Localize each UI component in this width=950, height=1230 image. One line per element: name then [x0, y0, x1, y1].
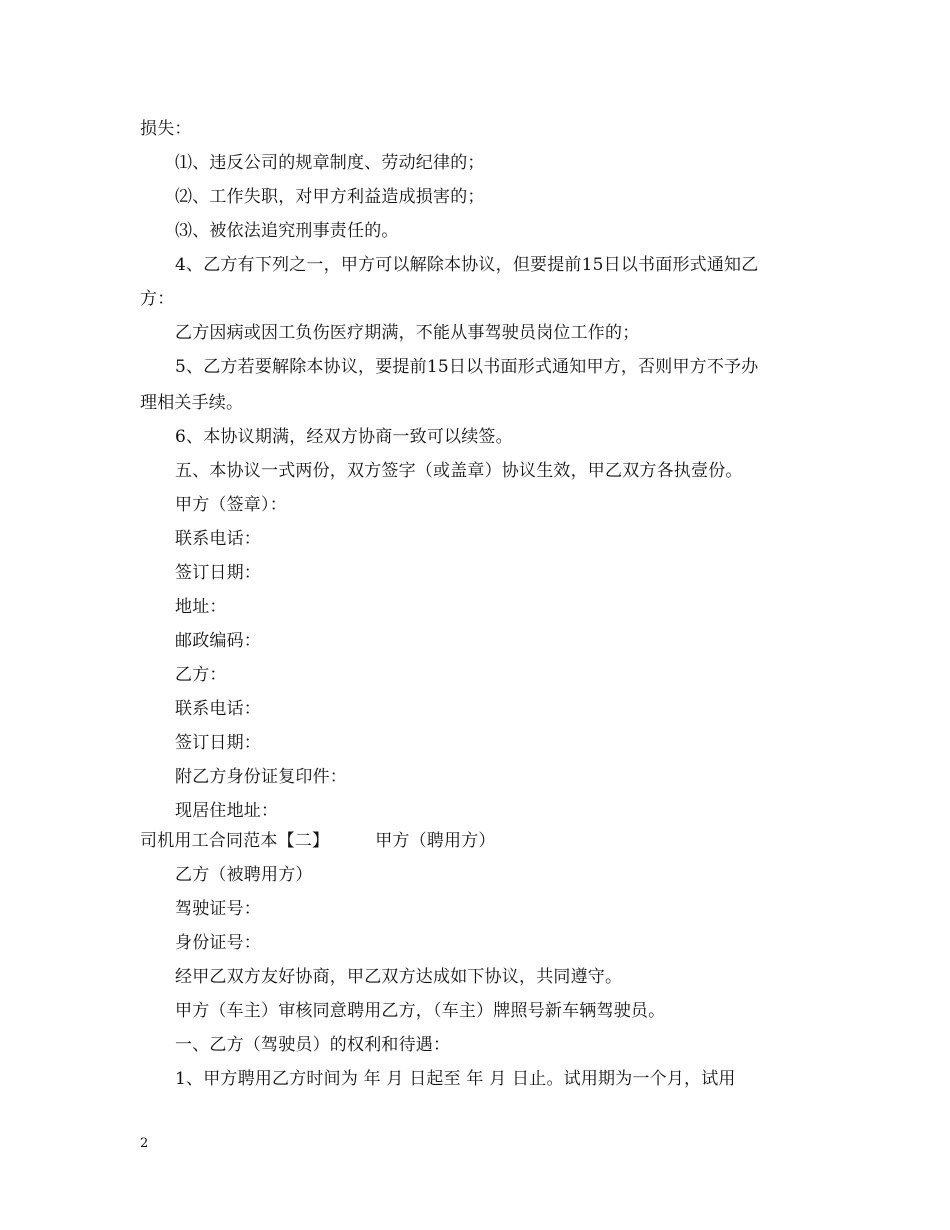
text-line: 5、乙方若要解除本协议，要提前15日以书面形式通知甲方，否则甲方不予办: [175, 357, 759, 377]
text-line: 五、本协议一式两份，双方签字（或盖章）协议生效，甲乙双方各执壹份。: [175, 461, 743, 481]
text-line: 经甲乙双方友好协商，甲乙双方达成如下协议，共同遵守。: [175, 967, 623, 987]
text-line: ⑴、违反公司的规章制度、劳动纪律的；: [175, 153, 485, 173]
text-line: 4、乙方有下列之一，甲方可以解除本协议，但要提前15日以书面形式通知乙: [175, 255, 759, 275]
text-line: 一、乙方（驾驶员）的权利和待遇：: [175, 1035, 451, 1055]
text-line: 联系电话：: [175, 529, 261, 549]
text-line: 地址：: [175, 597, 227, 617]
text-line: 乙方因病或因工负伤医疗期满，不能从事驾驶员岗位工作的；: [175, 323, 640, 343]
text-line: 甲方（车主）审核同意聘用乙方，（车主）牌照号新车辆驾驶员。: [175, 1001, 666, 1021]
section-title: 司机用工合同范本【二】: [140, 831, 330, 851]
section-heading: [140, 830, 820, 852]
section-party-a: 甲方（聘用方）: [375, 831, 496, 851]
text-line: 签订日期：: [175, 733, 261, 753]
text-line: 6、本协议期满，经双方协商一致可以续签。: [175, 427, 513, 447]
text-line: 附乙方身份证复印件：: [175, 767, 347, 787]
text-line: 乙方：: [175, 665, 227, 685]
text-line: 驾驶证号：: [175, 899, 261, 919]
text-line: 现居住地址：: [175, 801, 279, 821]
text-line: 甲方（签章）：: [175, 495, 287, 515]
text-line: ⑶、被依法追究刑事责任的。: [175, 221, 399, 241]
page-number: 2: [140, 1136, 149, 1151]
text-line: 联系电话：: [175, 699, 261, 719]
text-line: 理相关手续。: [140, 393, 244, 413]
text-line: ⑵、工作失职，对甲方利益造成损害的；: [175, 187, 485, 207]
text-line: 1、甲方聘用乙方时间为 年 月 日起至 年 月 日止。试用期为一个月，试用: [175, 1069, 736, 1089]
text-line: 邮政编码：: [175, 631, 261, 651]
text-line: 损失：: [140, 119, 192, 139]
text-line: 身份证号：: [175, 933, 261, 953]
text-line: 乙方（被聘用方）: [175, 865, 313, 885]
text-line: 方：: [140, 289, 175, 309]
text-line: 签订日期：: [175, 563, 261, 583]
